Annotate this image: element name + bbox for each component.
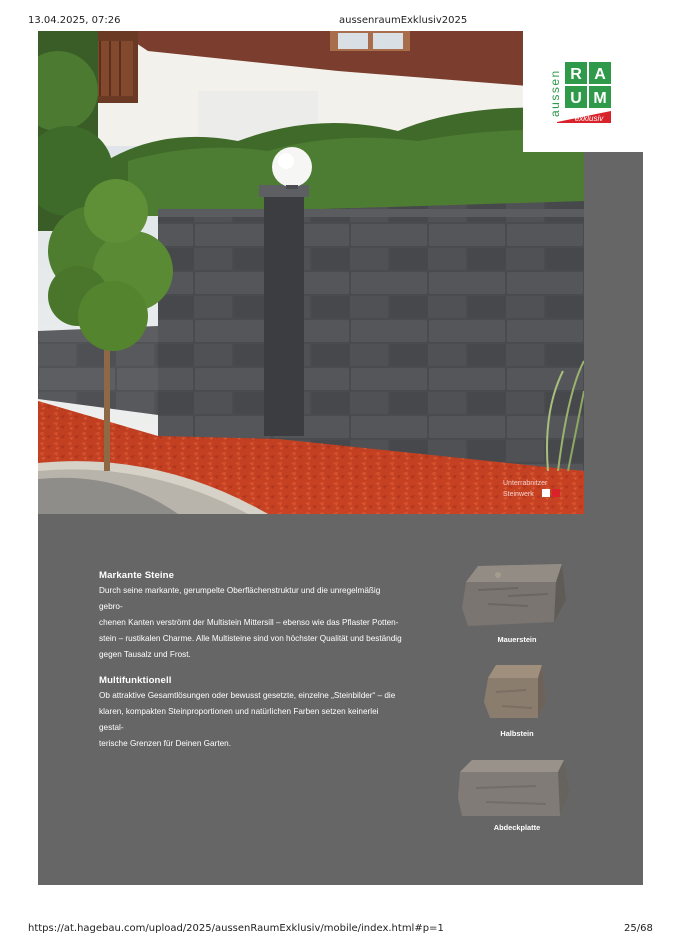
section2-line: Ob attraktive Gesamtlösungen oder bewusst gesetzte, einzelne „Steinbilder“ – die — [99, 691, 396, 700]
logo-vertical-text: aussen — [548, 69, 562, 117]
browser-footer-page: 25/68 — [624, 923, 653, 934]
garden-wall-photo — [38, 31, 584, 514]
photo-credit-icon-red — [552, 489, 560, 497]
text-content — [99, 570, 404, 752]
raum-logo-graphic — [523, 31, 643, 152]
section1-line: gegen Tausalz und Frost. — [99, 650, 191, 659]
logo-letter-r: R — [570, 66, 582, 83]
mauerstein-image — [458, 560, 570, 630]
abdeckplatte-image — [456, 758, 572, 820]
raum-exklusiv-logo — [523, 31, 643, 152]
section2-body — [99, 688, 404, 752]
section-heading-multifunktionell: Multifunktionell — [99, 675, 172, 686]
logo-letter-a: A — [594, 66, 606, 83]
section1-line: Durch seine markante, gerumpelte Oberflächenstruktur und die unregelmäßig gebro- — [99, 586, 381, 611]
browser-footer-url[interactable]: https://at.hagebau.com/upload/2025/aussenRaumExklusiv/mobile/index.html#p=1 — [28, 923, 444, 934]
photo-credit-watermark — [503, 479, 560, 500]
photo-credit-line1: Unterrabnitzer — [503, 480, 548, 487]
section1-line: stein – rustikalen Charme. Alle Multisteine sind von höchster Qualität und beständig — [99, 634, 402, 643]
section1-line: chenen Kanten verströmt der Multistein Mittersill – ebenso wie das Pflaster Potten- — [99, 618, 399, 627]
stone-label-mauerstein: Mauerstein — [497, 635, 537, 644]
photo-credit-icon — [542, 489, 550, 497]
stone-label-abdeckplatte: Abdeckplatte — [493, 823, 541, 832]
browser-header-title: aussenraumExklusiv2025 — [339, 15, 468, 26]
logo-tagline: exklusiv — [574, 114, 604, 123]
section2-line: terische Grenzen für Deinen Garten. — [99, 739, 231, 748]
section2-line: klaren, kompakten Steinproportionen und natürlichen Farben setzen keinerlei gestal- — [99, 707, 379, 732]
photo-credit-line2: Steinwerk — [503, 491, 534, 498]
browser-header-datetime: 13.04.2025, 07:26 — [28, 15, 121, 26]
logo-letter-u: U — [570, 90, 582, 107]
section1-body — [99, 583, 404, 663]
stone-label-halbstein: Halbstein — [500, 729, 534, 738]
halbstein-image — [482, 662, 550, 722]
section-heading-markante-steine: Markante Steine — [99, 570, 175, 581]
logo-letter-m: M — [593, 90, 607, 107]
